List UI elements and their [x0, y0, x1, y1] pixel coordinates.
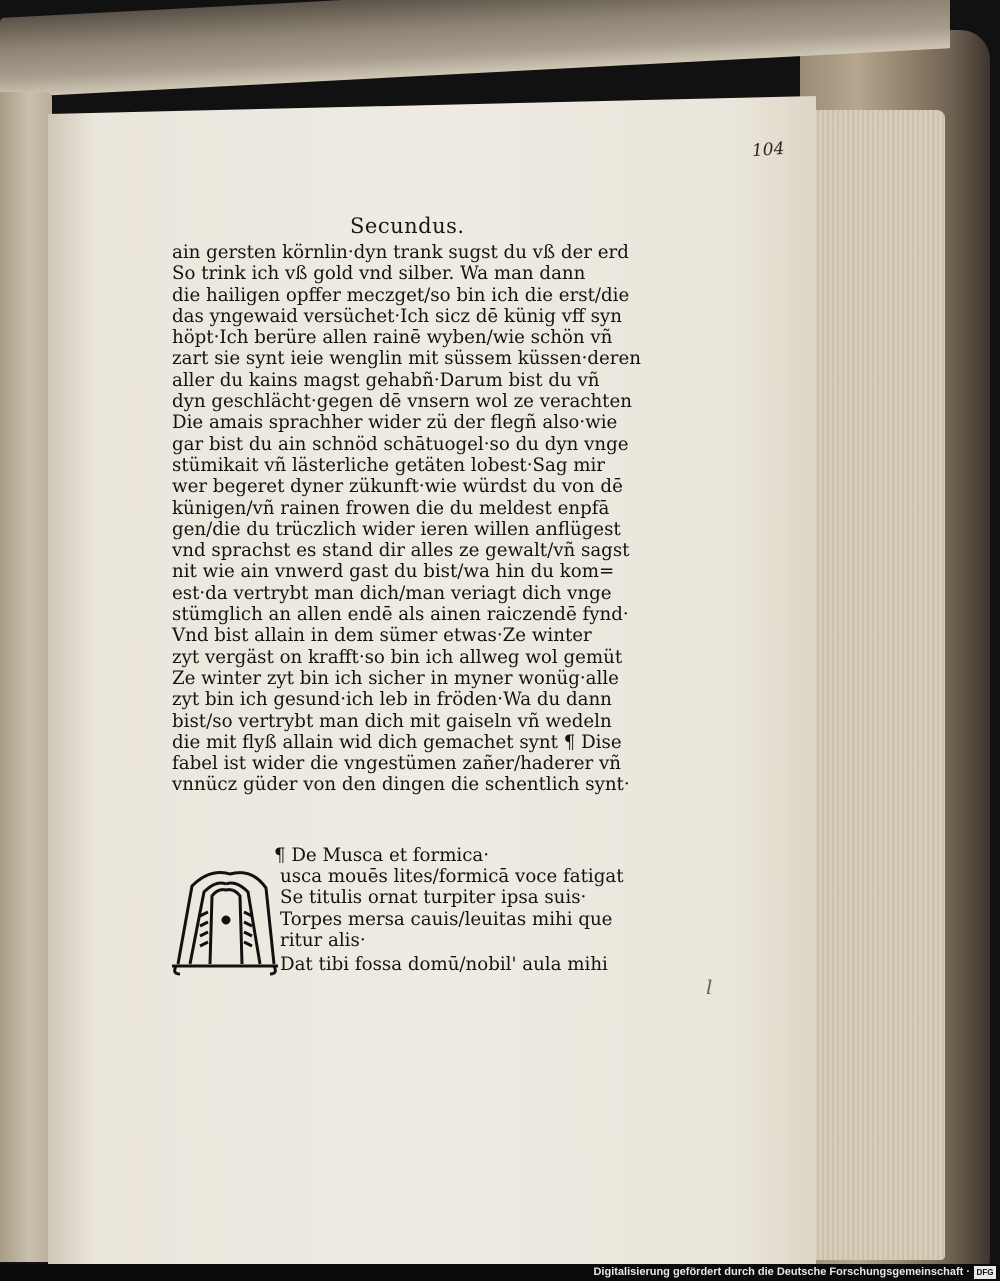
verse-text	[280, 866, 624, 951]
text-line: das yngewaid versüchet·Ich sicz dē künig vff syn	[172, 305, 622, 327]
text-line: stümikait vñ lästerliche getäten lobest·Sag mir	[172, 454, 606, 476]
funding-credit: Digitalisierung gefördert durch die Deutsche Forschungsgemeinschaft ·	[593, 1266, 970, 1278]
text-line: fabel ist wider die vngestümen zañer/haderer vñ	[172, 753, 621, 775]
text-line: zart sie synt ieie wenglin mit süssem küssen·deren	[172, 348, 641, 370]
text-line: So trink ich vß gold vnd silber. Wa man dann	[172, 263, 586, 285]
text-line: bist/so vertrybt man dich mit gaiseln vñ wedeln	[172, 710, 612, 732]
verse-last-line: Dat tibi fossa domū/nobil' aula mihi	[280, 954, 608, 975]
text-line: ain gersten körnlin·dyn trank sugst du vß der erd	[172, 242, 629, 263]
body-text	[172, 242, 642, 796]
fable-heading: ¶ De Musca et formica·	[274, 845, 490, 866]
left-page-edge	[0, 92, 52, 1262]
text-line: nit wie ain vnwerd gast du bist/wa hin du kom=	[172, 561, 615, 583]
dfg-logo: DFG	[974, 1266, 996, 1279]
pencil-mark: l	[706, 975, 713, 999]
page-edges	[805, 110, 945, 1260]
verse-line: Se titulis ornat turpiter ipsa suis·	[280, 887, 587, 909]
text-line: künigen/vñ rainen frowen die du meldest enpfā	[172, 497, 610, 519]
text-line: dyn geschlächt·gegen dē vnsern wol ze verachten	[172, 391, 632, 413]
text-line: gar bist du ain schnöd schātuogel·so du dyn vnge	[172, 433, 629, 455]
text-line: die mit flyß allain wid dich gemachet synt ¶ Dise	[172, 731, 622, 753]
text-line: Ze winter zyt bin ich sicher in myner wonüg·alle	[172, 667, 619, 689]
footer-bar	[0, 1264, 1000, 1281]
text-line: Vnd bist allain in dem sümer etwas·Ze winter	[172, 625, 592, 647]
decorated-initial	[170, 866, 280, 976]
text-line: wer begeret dyner zükunft·wie würdst du von dē	[172, 476, 623, 498]
running-header: Secundus.	[350, 214, 465, 238]
text-line: vnd sprachst es stand dir alles ze gewalt/vñ sagst	[172, 540, 630, 562]
text-line: höpt·Ich berüre allen rainē wyben/wie schön vñ	[172, 327, 613, 349]
folio-number: 104	[751, 138, 786, 162]
text-line: est·da vertrybt man dich/man veriagt dich vnge	[172, 582, 612, 604]
text-line: vnnücz güder von den dingen die schentlich synt·	[172, 774, 630, 796]
text-line: aller du kains magst gehabñ·Darum bist du vñ	[172, 369, 600, 391]
text-line: die hailigen opffer meczget/so bin ich die erst/die	[172, 284, 630, 306]
text-line: gen/die du trüczlich wider ieren willen anflügest	[172, 518, 621, 540]
verse-line: usca mouēs lites/formicā voce fatigat	[280, 866, 624, 887]
text-line: zyt vergäst on krafft·so bin ich allweg wol gemüt	[172, 646, 623, 668]
text-line: Die amais sprachher wider zü der flegñ also·wie	[172, 412, 618, 434]
verse-line: Torpes mersa cauis/leuitas mihi que	[280, 908, 613, 930]
text-line: stümglich an allen endē als ainen raiczendē fynd·	[172, 604, 629, 626]
text-line: zyt bin ich gesund·ich leb in fröden·Wa du dann	[172, 689, 612, 711]
verse-line: ritur alis·	[280, 929, 366, 951]
